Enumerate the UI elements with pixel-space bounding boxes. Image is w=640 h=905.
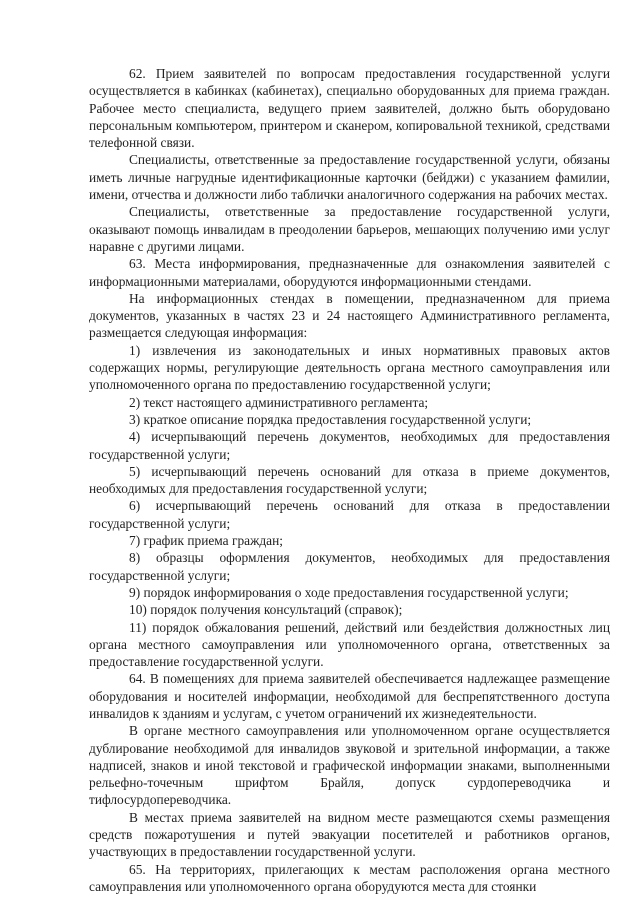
paragraph-specialists-assistance: Специалисты, ответственные за предоставление государственной услуги, оказывают помощь инвалидам в преодолении барьеров, мешающих получению ими услуг наравне с другими лицами. xyxy=(89,204,610,254)
paragraph-evacuation: В местах приема заявителей на видном месте размещаются схемы размещения средств пожаротушения и путей эвакуации посетителей и работников органов, участвующих в предоставлении государственной услуги. xyxy=(89,809,610,860)
paragraph-65: 65. На территориях, прилегающих к местам расположения органа местного самоуправления или уполномоченного органа оборудуются места для стоянки xyxy=(89,861,610,894)
paragraph-specialists-badges: Специалисты, ответственные за предоставление государственной услуги, обязаны иметь личные нагрудные идентификационные карточки (бейджи) с указанием фамилии, имени, отчества и должности либо таблички аналогичного содержания на рабочих местах. xyxy=(89,152,610,203)
list-item-5: 5) исчерпывающий перечень оснований для отказа в приеме документов, необходимых для предоставления государственной услуги; xyxy=(89,463,610,497)
list-item-11: 11) порядок обжалования решений, действий или бездействия должностных лиц органа местного самоуправления или уполномоченного органа, ответственных за предоставление государственной услуги. xyxy=(89,619,610,670)
list-item-8: 8) образцы оформления документов, необходимых для предоставления государственной услуги; xyxy=(89,550,610,583)
list-item-2: 2) текст настоящего административного регламента; xyxy=(129,394,429,410)
paragraph-62: 62. Прием заявителей по вопросам предоставления государственной услуги осуществляется в кабинках (кабинетах), специально оборудованных для приема граждан. Рабочее место специалиста, ведущего прием заявителей, должно быть оборудовано персональным компьютером, принтером и сканером, копировальной техникой, средствами телефонной связи. xyxy=(89,66,610,151)
paragraph-63: 63. Места информирования, предназначенные для ознакомления заявителей с информационными материалами, оборудуются информационными стендами. xyxy=(89,256,610,289)
paragraph-braille: В органе местного самоуправления или уполномоченном органе осуществляется дублирование необходимой для инвалидов звуковой и зрительной информации, а также надписей, знаков и иной текстовой и графической информации знаками, выполненными рельефно-точечным шрифтом Брайля, допуск сурдопереводчика и тифлосурдопереводчика. xyxy=(89,723,610,808)
list-item-9: 9) порядок информирования о ходе предоставления государственной услуги; xyxy=(129,584,569,600)
paragraph-64: 64. В помещениях для приема заявителей обеспечивается надлежащее размещение оборудования и носителей информации, необходимой для беспрепятственного доступа инвалидов к зданиям и услугам, с учетом ограничений их жизнедеятельности. xyxy=(89,671,610,721)
list-item-10: 10) порядок получения консультаций (справок); xyxy=(129,602,403,618)
list-item-1: 1) извлечения из законодательных и иных нормативных правовых актов содержащих нормы, регулирующие деятельность органа местного самоуправления или уполномоченного органа по предоставлению государственной услуги; xyxy=(89,342,610,393)
list-item-3: 3) краткое описание порядка предоставления государственной услуги; xyxy=(129,411,532,427)
list-item-6: 6) исчерпывающий перечень оснований для отказа в предоставлении государственной услуги; xyxy=(89,498,610,531)
list-item-4: 4) исчерпывающий перечень документов, необходимых для предоставления государственной услуги; xyxy=(89,429,610,462)
list-item-7: 7) график приема граждан; xyxy=(129,533,283,549)
paragraph-info-stands: На информационных стендах в помещении, предназначенном для приема документов, указанных в частях 23 и 24 настоящего Административного регламента, размещается следующая информация: xyxy=(89,290,610,341)
